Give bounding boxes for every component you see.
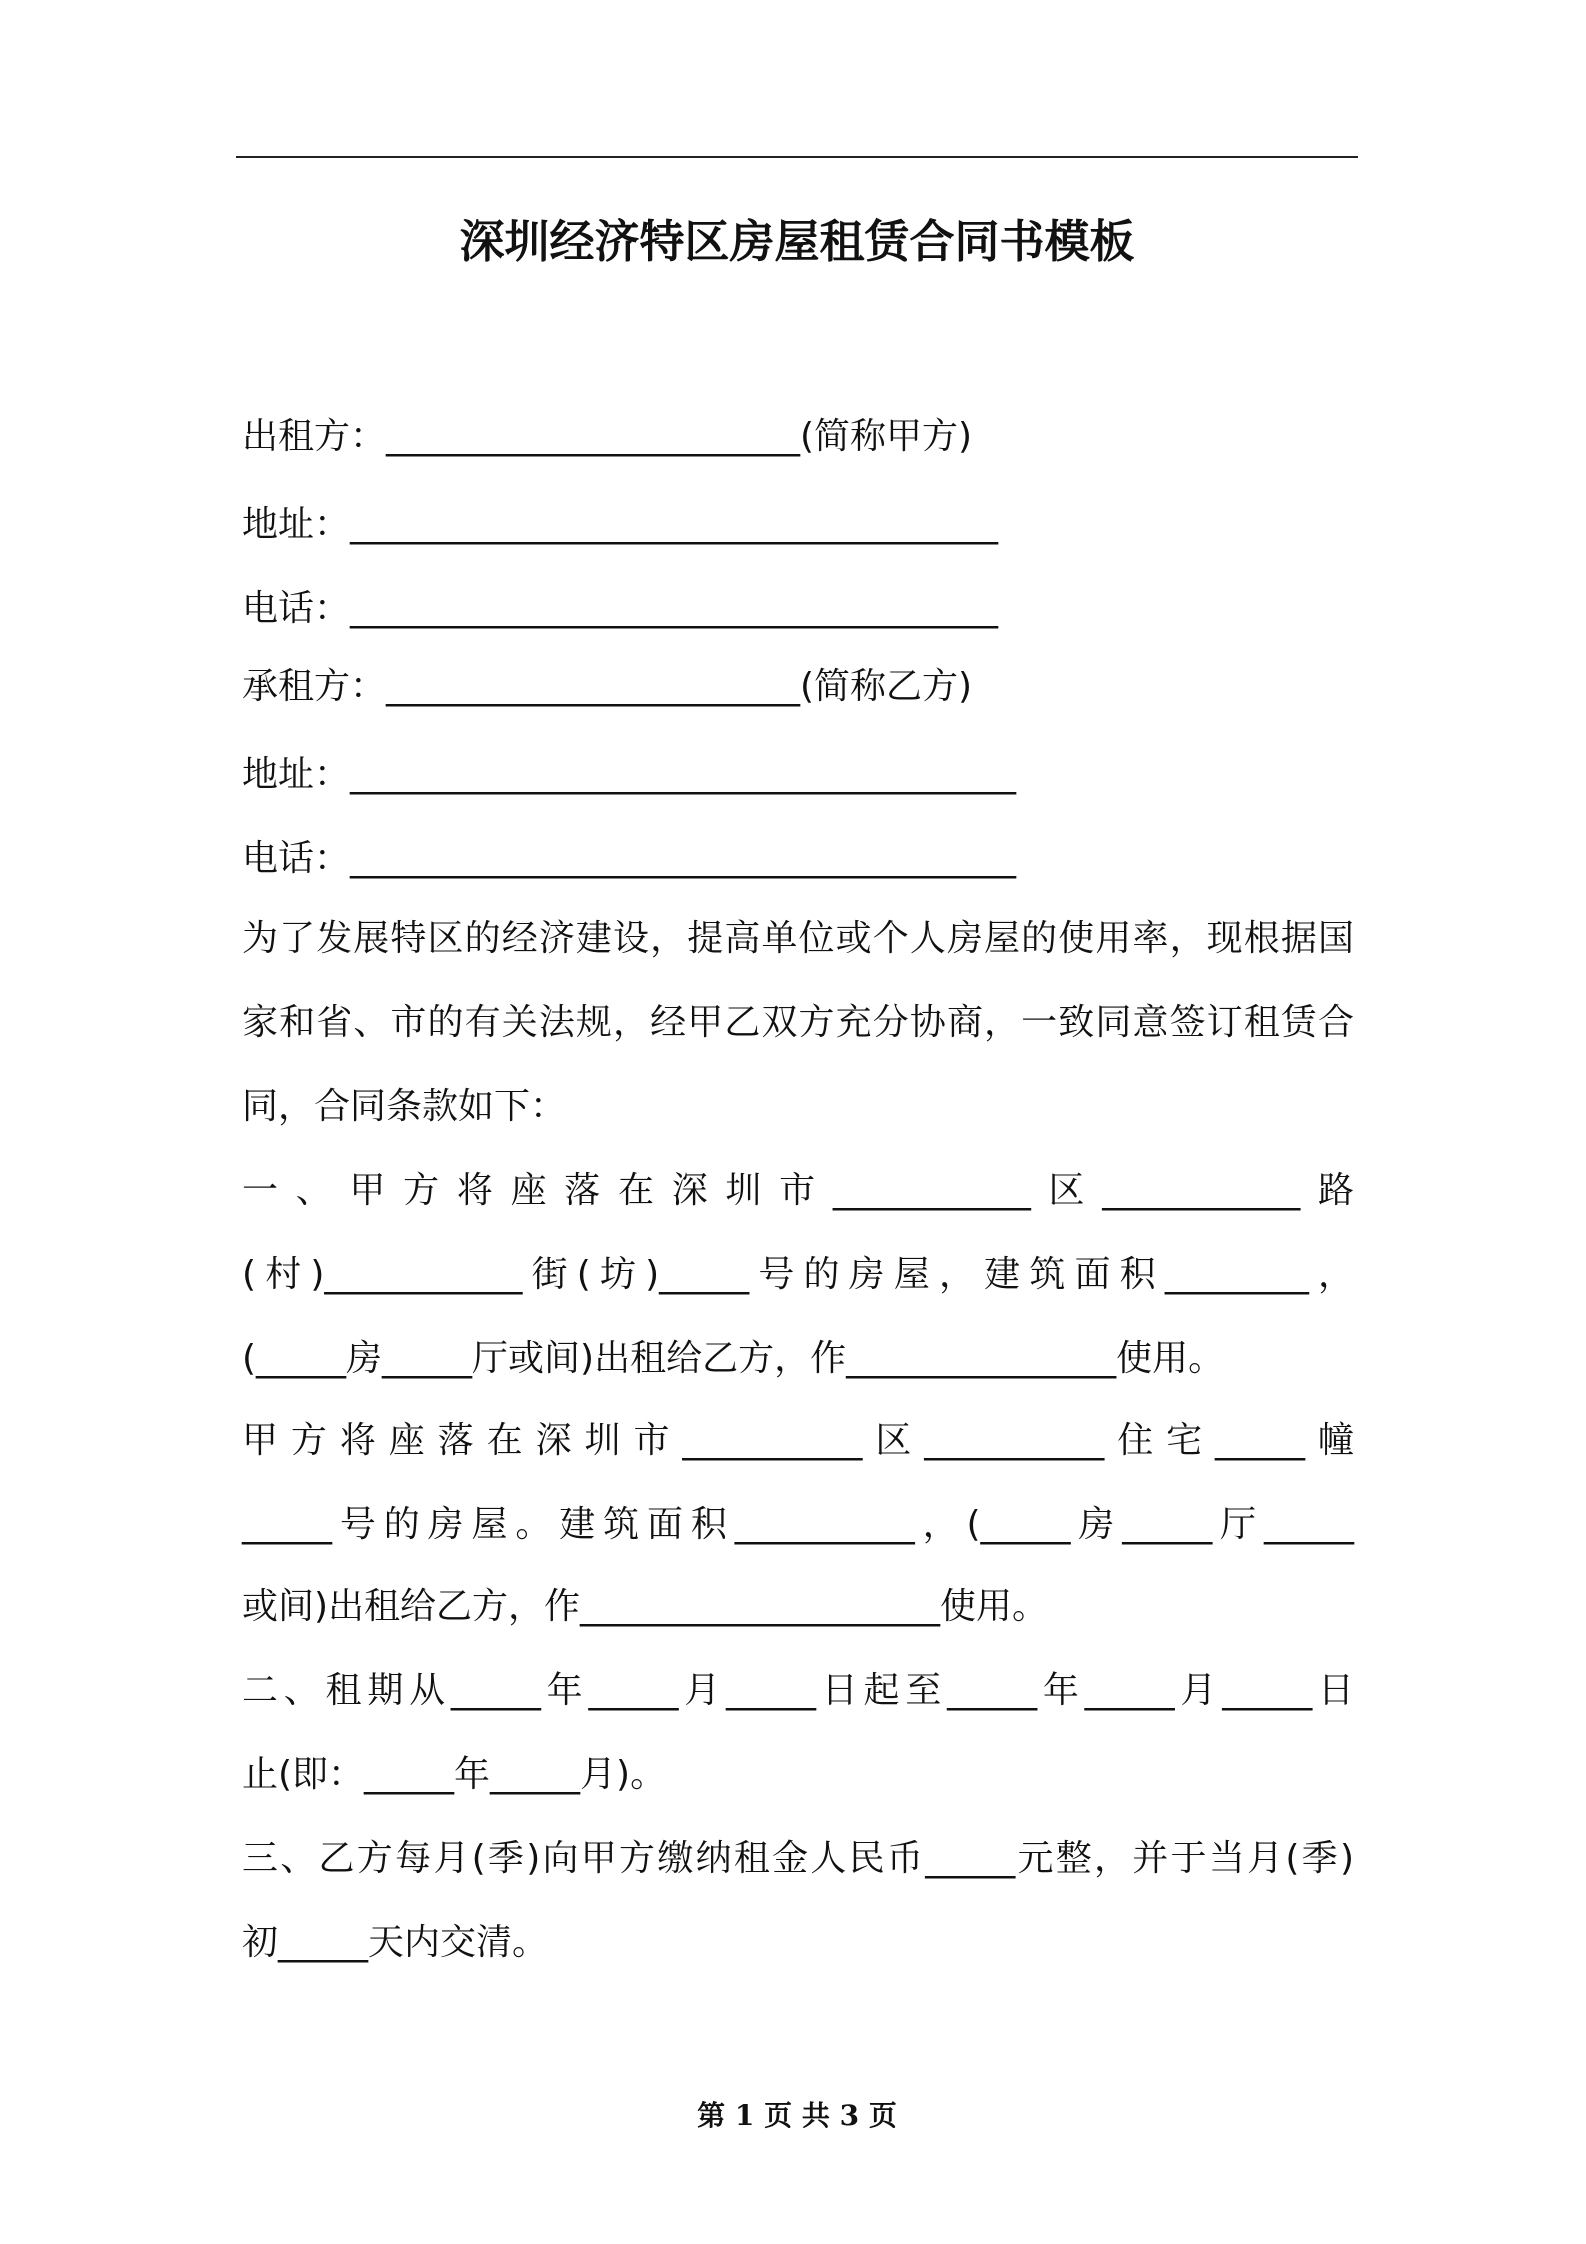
lessee-address-line: 地址：_____________________________________ bbox=[242, 754, 1017, 795]
clause-one-line: 或间)出租给乙方，作____________________使用。 bbox=[242, 1586, 1049, 1627]
clause-two-line: 二、租期从_____年_____月_____日起至_____年_____月_____日 bbox=[242, 1670, 1354, 1711]
preamble-line: 同，合同条款如下： bbox=[242, 1086, 567, 1127]
lessee-phone-line: 电话：_____________________________________ bbox=[242, 838, 1017, 879]
lessor-address-line: 地址：____________________________________ bbox=[242, 504, 999, 545]
lessee-line: 承租方：_______________________(简称乙方) bbox=[242, 666, 973, 707]
header-rule bbox=[236, 156, 1358, 158]
clause-three-line: 初_____天内交清。 bbox=[242, 1922, 549, 1963]
document-title: 深圳经济特区房屋租赁合同书模板 bbox=[459, 215, 1135, 268]
clause-one-line: 一、甲方将座落在深圳市___________区___________路 bbox=[242, 1170, 1354, 1211]
preamble-line: 为了发展特区的经济建设，提高单位或个人房屋的使用率，现根据国 bbox=[242, 918, 1354, 959]
clause-three-line: 三、乙方每月(季)向甲方缴纳租金人民币_____元整，并于当月(季) bbox=[242, 1838, 1354, 1879]
clause-one-line: _____号的房屋。建筑面积__________，(_____房_____厅_____ bbox=[242, 1504, 1354, 1545]
lessor-phone-line: 电话：____________________________________ bbox=[242, 588, 999, 629]
clause-one-line: (_____房_____厅或间)出租给乙方，作_______________使用。 bbox=[242, 1338, 1225, 1379]
page-number-footer: 第 1 页 共 3 页 bbox=[697, 2099, 897, 2132]
clause-two-line: 止(即：_____年_____月)。 bbox=[242, 1754, 667, 1795]
clause-one-line: 甲方将座落在深圳市__________区__________住宅_____幢 bbox=[242, 1420, 1354, 1461]
preamble-line: 家和省、市的有关法规，经甲乙双方充分协商，一致同意签订租赁合 bbox=[242, 1002, 1354, 1043]
clause-one-line: (村)___________街(坊)_____号的房屋，建筑面积________， bbox=[242, 1254, 1354, 1295]
lessor-line: 出租方：_______________________(简称甲方) bbox=[242, 416, 973, 457]
